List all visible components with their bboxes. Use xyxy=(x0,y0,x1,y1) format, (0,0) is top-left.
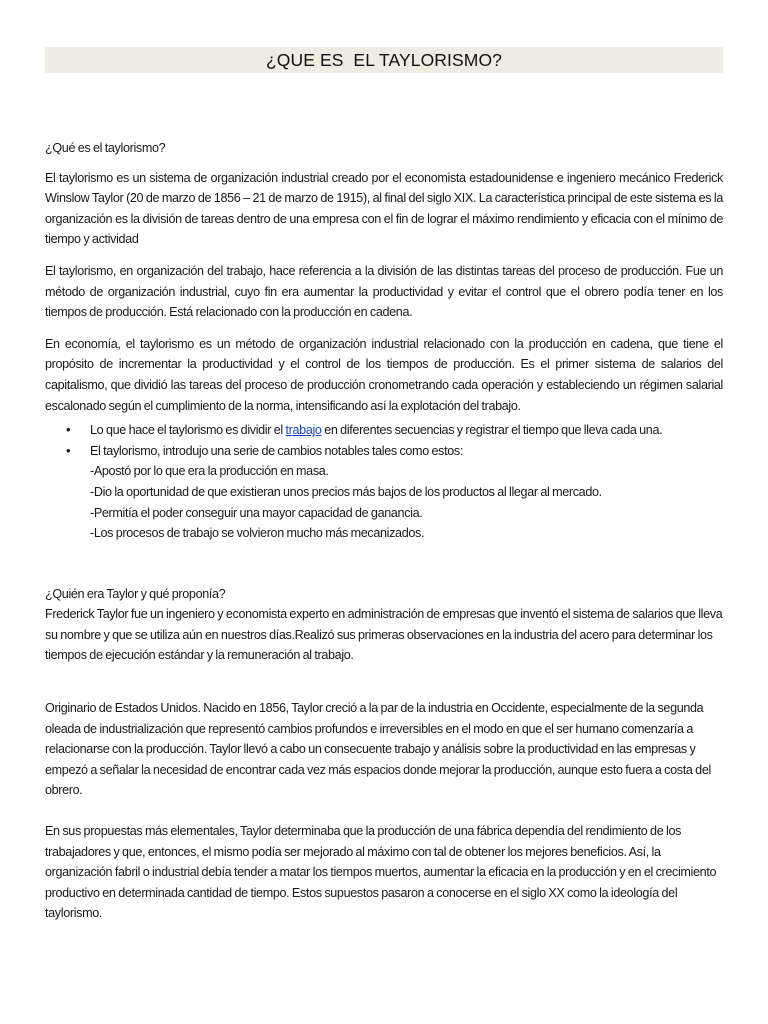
paragraph-definition: El taylorismo es un sistema de organización industrial creado por el economista estadounidense e ingeniero mecánico Frederick Winslow Taylor (20 de marzo de 1856 – 21 de marzo de 1915), al final del siglo XIX. La característica principal de este sistema es la organización es la división de tareas dentro de una empresa con el fin de lograr el máximo rendimiento y eficacia con el mínimo de tiempo y actividad xyxy=(45,170,723,247)
change-item: -Apostó por lo que era la producción en masa. xyxy=(90,464,329,479)
change-item: -Dio la oportunidad de que existieran unos precios más bajos de los productos al llegar al mercado. xyxy=(90,484,602,499)
document-body xyxy=(45,138,723,924)
title-banner xyxy=(45,47,723,73)
paragraph-taylor-bio: Frederick Taylor fue un ingeniero y economista experto en administración de empresas que inventó el sistema de salarios que lleva su nombre y que se utiliza aún en nuestros días.Realizó sus primeras observaciones en la industria del acero para determinar los tiempos de ejecución estándar y la remuneración al trabajo. xyxy=(45,607,723,663)
bullet1-text-after: en diferentes secuencias y registrar el tiempo que lleva cada una. xyxy=(321,423,663,438)
change-item: -Los procesos de trabajo se volvieron mucho más mecanizados. xyxy=(90,526,425,541)
bullet-list xyxy=(45,420,723,544)
bullet1-text-before: Lo que hace el taylorismo es dividir el xyxy=(90,423,286,438)
paragraph-origin: Originario de Estados Unidos. Nacido en 1856, Taylor creció a la par de la industria en Occidente, especialmente de la segunda oleada de industrialización que representó cambios profundos e irreversibles en el modo en que el ser humano comenzaría a relacionarse con la producción. Taylor llevó a cabo un consecuente trabajo y análisis sobre la productividad en las empresas y empezó a señalar la necesidad de encontrar cada vez más espacios donde mejorar la producción, aunque esto fuera a costa del obrero. xyxy=(45,701,711,798)
bullet2-text: • El taylorismo, introdujo una serie de cambios notables tales como estos: xyxy=(90,443,464,458)
paragraph-proposals: En sus propuestas más elementales, Taylor determinaba que la producción de una fábrica dependía del rendimiento de los trabajadores y que, entonces, el mismo podía ser mejorado al máximo con tal de obtener los mejores beneficios. Así, la organización fabril o industrial debía tender a matar los tiempos muertos, aumentar la eficacia en la producción y en el crecimiento productivo en determinada cantidad de tiempo. Estos supuestos pasaron a conocerse en el siglo XX como la ideología del taylorismo. xyxy=(45,824,717,921)
paragraph-economy: En economía, el taylorismo es un método de organización industrial relacionado con la producción en cadena, que tiene el propósito de incrementar la productividad y el control de los tiempos de producción. Es el primer sistema de salarios del capitalismo, que dividió las tareas del proceso de producción cronometrando cada operación y estableciendo un régimen salarial escalonado según el cumplimiento de la norma, intensificando así la explotación del trabajo. xyxy=(45,336,723,413)
question-what-is-taylorism: ¿Qué es el taylorismo? xyxy=(45,141,166,155)
trabajo-link[interactable]: trabajo xyxy=(285,423,322,438)
question-who-was-taylor: ¿Quién era Taylor y qué proponía? xyxy=(45,586,226,601)
change-item: -Permitía el poder conseguir una mayor capacidad de ganancia. xyxy=(90,505,423,520)
list-item xyxy=(45,441,723,544)
paragraph-labor-organization: El taylorismo, en organización del trabajo, hace referencia a la división de las distintas tareas del proceso de producción. Fue un método de organización industrial, cuyo fin era aumentar la productividad y evitar el control que el obrero podía tener en los tiempos de producción. Está relacionado con la producción en cadena. xyxy=(45,263,723,320)
list-item xyxy=(45,420,723,441)
page-title: ¿QUE ES EL TAYLORISMO? xyxy=(265,49,503,70)
